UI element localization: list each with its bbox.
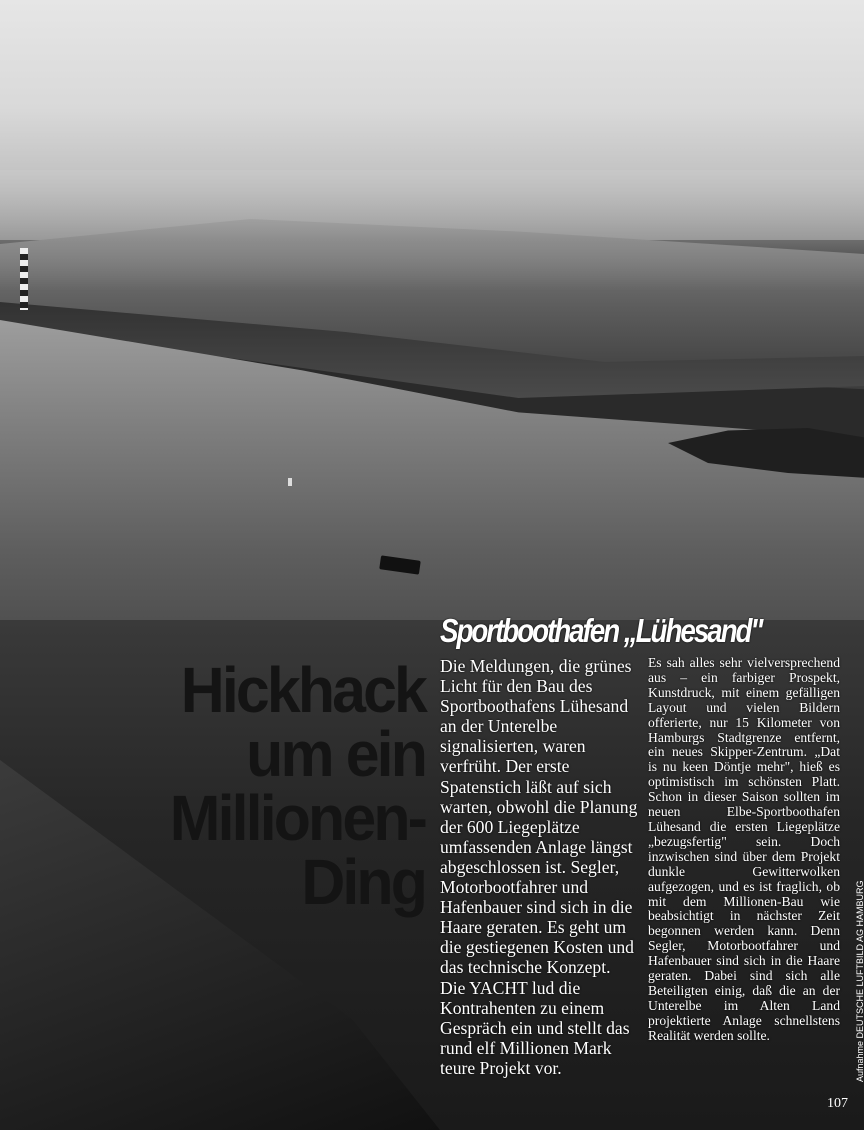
- article-kicker: Sportboothafen „Lühesand": [440, 612, 762, 649]
- photo-credit: [855, 1068, 864, 1082]
- headline: [116, 654, 425, 918]
- lead-paragraph: Die Meldungen, die grünes Licht für den Bau des Sportboothafens Lühesand an der Unterelbe signalisierten, waren verfrüht. Der erste Spatenstich läßt auf sich warten, obwohl die Planung der 600 Liegeplätze umfassenden Anlage längst abgeschlossen ist. Segler, Motorbootfahrer und Hafenbauer sind sich in die Haare geraten. Es geht um die gestiegenen Kosten und das technische Konzept. Die YACHT lud die Kontrahenten zu einem Gespräch ein und stellt das rund elf Millionen Mark teure Projekt vor.: [440, 656, 638, 1078]
- body-paragraph: Es sah alles sehr vielversprechend aus – ein farbiger Prospekt, Kunstdruck, mit einem gefälligen Layout und vielen Bildern offerierte, nur 15 Kilometer von Hamburgs Stadtgrenze entfernt, ein neues Skipper-Zentrum. „Dat is nu keen Döntje mehr", hieß es optimistisch im schönsten Platt. Schon in dieser Saison sollten im neuen Elbe-Sportboothafen Lühesand die ersten Liegeplätze „bezugsfertig" sein. Doch inzwischen sind über dem Projekt dunkle Gewitterwolken aufgezogen, und es ist fraglich, ob mit dem Millionen-Bau wie beabsichtigt in nächster Zeit begonnen werden kann. Denn Segler, Motorbootfahrer und Hafenbauer sind sich in die Haare geraten. Dabei sind sich alle Beteiligten einig, daß die an der Unterelbe im Alten Land projektierte Anlage schnellstens Realität werden sollte.: [648, 655, 840, 1043]
- headline-line: um ein: [246, 718, 425, 790]
- lighthouse-tower: [20, 248, 28, 310]
- haze: [0, 170, 864, 290]
- headline-line: Hickhack: [180, 654, 425, 726]
- headline-line: Millionen-: [169, 782, 425, 854]
- page-number: 107: [827, 1096, 848, 1111]
- headline-line: Ding: [301, 846, 425, 918]
- small-boat: [288, 478, 292, 486]
